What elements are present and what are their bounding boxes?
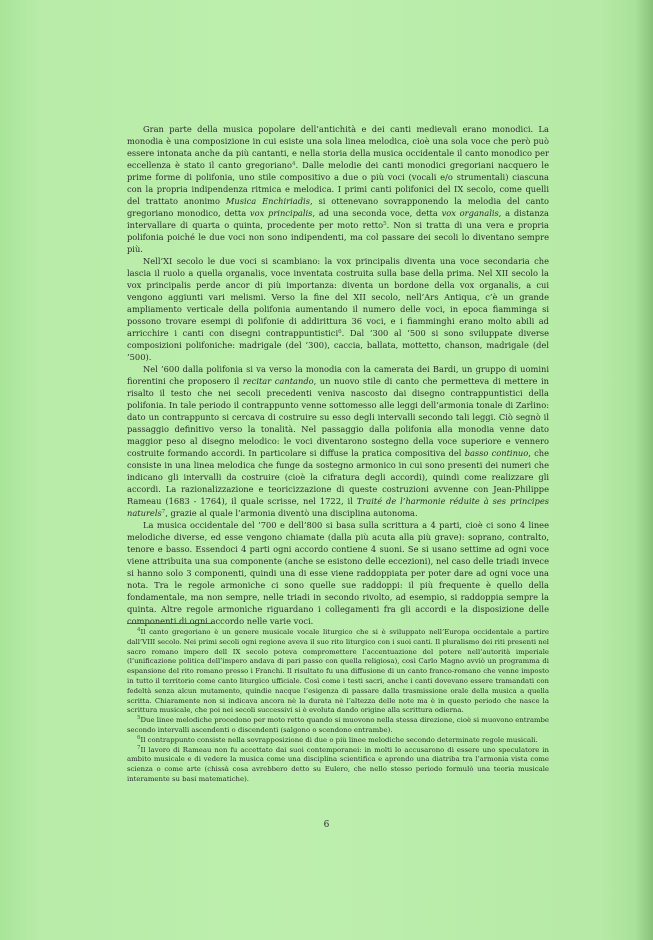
text-run: , a distanza intervallare di quarta o quinta, procedente per moto retto [127,208,550,230]
italic-text: Traité de l’harmonie réduite à ses principes naturels [127,496,550,518]
italic-text: recitar cantando [242,376,314,386]
paragraph [127,123,549,255]
text-run: Nell’XI secolo le due voci si scambiano: la vox principalis diventa una voce secondaria che lascia il ruolo a quella organalis, voce inventata costruita sulla base della prima. Nel XII secolo la vox principalis perde ancor di più importanza: diventa un bordone della vox organalis, a cui vengono aggiunti vari melismi. Verso la fine del XII secolo, nell’Ars Antiqua, c’è un grande ampliamento verticale della polifonia aumentando il numero delle voci, in epoca fiamminga si possono trovare esempi di polifonie di addirittura 36 voci, e i fiamminghi erano molto abili ad arricchire i canti con disegni contrappuntistici [127,256,549,338]
footnote-marker: 4 [137,627,141,633]
text-run: Due linee melodiche procedono per moto retto quando si muovono nella stessa direzione, cioè si muovono entrambe secondo intervalli ascendenti o discendenti (salgono o scendono entrambe). [127,716,549,734]
text-run: Il lavoro di Rameau non fu accettato dai suoi contemporanei: in molti lo accusarono di essere uno speculatore in ambito musicale e di vedere la musica come una disciplina scientifica e aprendo una diatriba tra l’armonia vista come scienza o come arte (chissà cosa avrebbero detto su Eulero, che nello stesso periodo formulò una teoria musicale interamente su basi matematiche). [127,745,549,783]
text-run: . Dal ’300 al ’500 si sono sviluppate diverse composizioni polifoniche: madrigale (del ’300), caccia, ballata, mottetto, chanson, madrigale (del ’500). [127,328,549,362]
text-run: La musica occidentale del ’700 e dell’800 si basa sulla scrittura a 4 parti, cioè ci sono 4 linee melodiche diverse, ed esse vengono chiamate (dalla più acuta alla più grave): soprano, contralto, tenore e basso. Essendoci 4 parti ogni accordo contiene 4 suoni. Se si usano settime ad ogni voce viene attribuita una sua componente (anche se esistono delle eccezioni), nel caso delle triadi invece si hanno solo 3 componenti, quindi una di esse viene raddoppiata per poter dare ad ogni voce una nota. Tra le regole armoniche ci sono quelle sue raddoppi: il più frequente è quello della fondamentale, ma non sempre, nelle triadi in secondo rivolto, ad esempio, si raddoppia sempre la quinta. Altre regole armoniche riguardano i collegamenti fra gli accordi e la disposizione delle componenti di ogni accordo nelle varie voci. [127,520,549,626]
italic-text: vox organalis [441,208,499,218]
text-run: Il canto gregoriano è un genere musicale vocale liturgico che si è sviluppato nell’Europa occidentale a partire dall’VIII secolo. Nei primi secoli ogni regione aveva il suo rito liturgico con i suoi canti. Il pluralismo dei riti presenti nel sacro romano impero dell IX secolo poteva compromettere l’accentuazione del potere nell’autorità imperiale (l’unificazione politica dell’impero andava di pari passo con quella religiosa), così Carlo Magno avviò un programma di espansione del rito romano presso i Franchi. Il risultato fu una diffusione di un canto franco-romano che venne imposto in tutto il territorio come canto liturgico ufficiale. Così come i testi sacri, anche i canti dovevano essere tramandati con fedeltà senza alcun mutamento, quindie nacque l’esigenza di passare dalla trasmissione orale della musica a quella scritta. Chiaramente non si indicava ancora nè la durata nè l’altezza delle note ma è in questo periodo che nasce la scrittura musicale, che poi nei secoli successivi si è evoluta dando origine alla scrittura odierna. [127,628,549,715]
footnote-marker: 6 [137,734,141,741]
text-run: . Dalle melodie dei canti monodici gregoriani nacquero le prime forme di polifonia, uno stile compositivo a due o più voci (vocali e/o strumentali) ciascuna con la propria indipendenza ritmica e melodica. I primi canti polifonici del IX secolo, come quelli del trattato anonimo [127,160,549,206]
paragraph [127,519,549,627]
text-run: , un nuovo stile di canto che permetteva di mettere in risalto il testo che nei secoli precedenti veniva nascosto dai disegno contrappuntistici della polifonia. In tale periodo il contrappunto venne sottomesso alle leggi dell’armonia tonale di Zarlino: dato un contrappunto si cercava di costruire su esso degli intervalli secondo tali leggi. Ciò segnò il passaggio definitivo verso la tonalità. Nel passaggio dalla polifonia alla monodia venne dato maggior peso al disegno melodico: le voci diventarono sostegno della voce superiore e vennero costruite formando accordi. In particolare si diffuse la pratica compositiva del [127,376,549,458]
footnote [127,716,549,736]
paragraph [127,255,549,363]
footnote [127,746,549,785]
footnote-marker: 5 [383,221,387,227]
footnotes [127,628,549,785]
page-fold-shadow [635,0,653,940]
text-run: , si ottenevano sovrapponendo la melodia del canto gregoriano monodico, detta [127,196,550,218]
footnote-marker: 6 [338,329,342,335]
footnote-marker: 5 [137,715,141,722]
page-number: 6 [323,820,330,830]
paragraph [127,363,549,519]
italic-text: basso continuo [464,448,529,458]
text-run: , che consiste in una linea melodica che funge da sostegno armonico in cui sono presenti dei numeri che indicano gli intervalli da costruire (cioè la cifratura degli accordi), quindi come realizzare gli accordi. La razionalizzazione e teoricizzazione di queste costruzioni avvenne con Jean-Philippe Rameau (1683 - 1764), il quale scrisse, nel 1722, il [127,448,549,506]
text-run: Il contrappunto consiste nella sovrapposizione di due o più linee melodiche secondo determinate regole musicali. [140,735,538,744]
text-run: Gran parte della musica popolare dell’antichità e dei canti medievali erano monodici. La monodia è una composizione in cui esiste una sola linea melodica, cioè una sola voce che però può essere intonata anche da più cantanti, e nella storia della musica occidentale il canto monodico per eccellenza è stato il canto gregoriano [127,124,549,170]
italic-text: vox principalis [249,208,313,218]
text-run: , grazie al quale l’armonia diventò una disciplina autonoma. [165,508,418,518]
text-run: Nel ’600 dalla polifonia si va verso la monodia con la camerata dei Bardi, un gruppo di uomini fiorentini che proposero il [127,364,549,386]
footnote [127,736,549,746]
footnote-marker: 7 [137,744,141,751]
footnote [127,628,549,716]
footnote-marker: 4 [292,161,296,167]
main-text [127,123,549,627]
footnote-rule [127,623,213,624]
italic-text: Musica Enchiriadis [225,196,310,206]
text-run: , ad una seconda voce, detta [312,208,442,218]
footnote-marker: 7 [161,509,166,515]
text-run: . Non si tratta di una vera e propria polifonia poiché le due voci non sono indipendenti, ma col passare dei secoli lo diventano sempre più. [127,220,549,254]
